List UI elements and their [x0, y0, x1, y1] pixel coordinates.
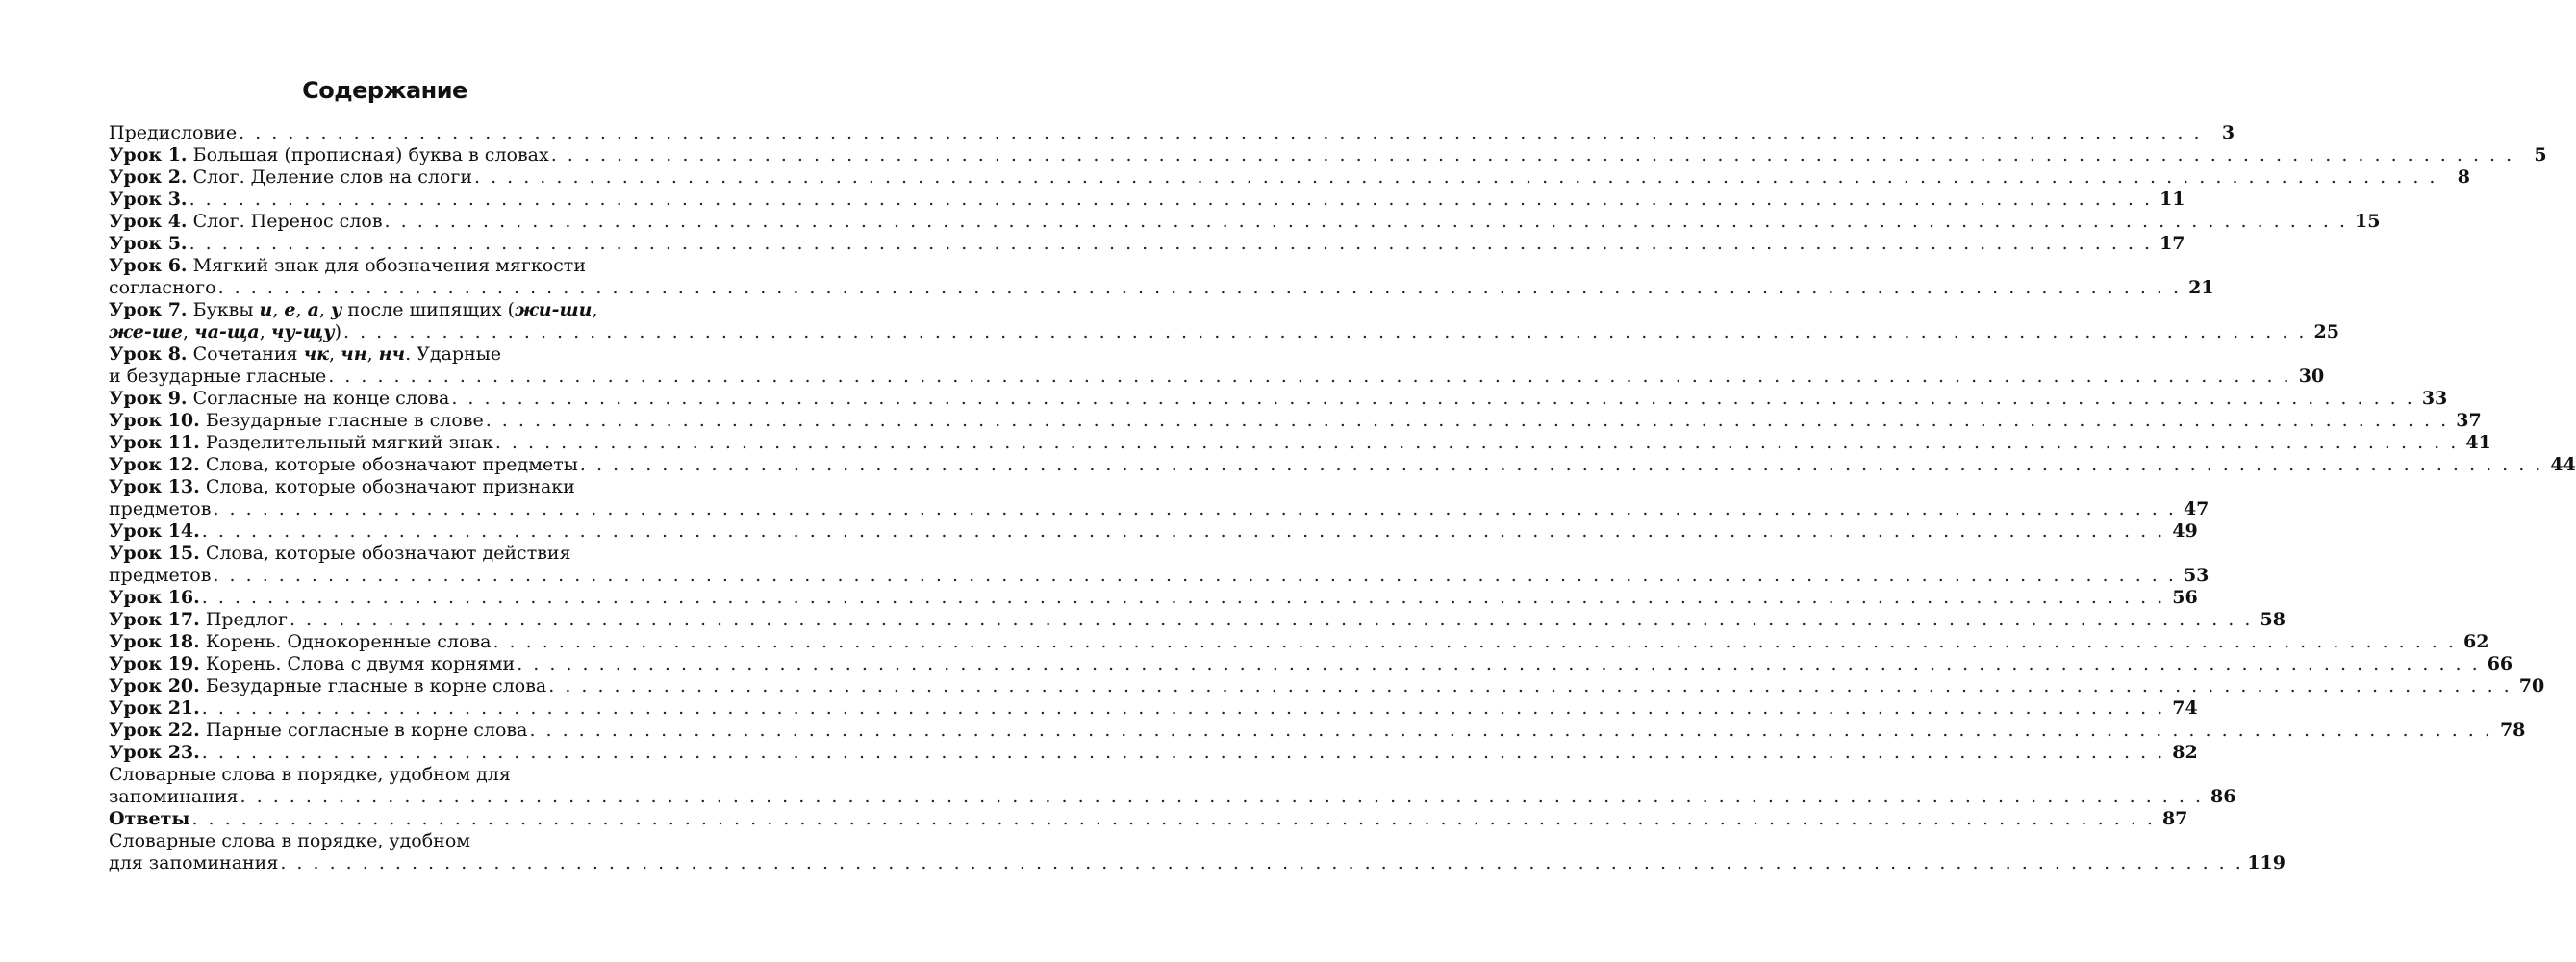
page-number: 37	[2456, 410, 2482, 431]
entry-title	[109, 410, 484, 432]
lesson-number: Урок 8.	[109, 343, 188, 365]
lesson-number: Урок 22.	[109, 720, 200, 741]
entry-last-line	[109, 742, 2198, 764]
lesson-number: Урок 3.	[109, 189, 188, 210]
dot-leader: . . . . . . . . . . . . . . . . . . . . . . . . . . . . . . . . . . . . . . . . . . . . . . . . . . . . . . . . . . . . . . . . . . . . . . . . . . . . . . . . . . . . . . . . . . . . . . . . . . . . . . . . . . . . . . . . . . . . . . . .	[485, 410, 2449, 431]
lesson-number: Урок 10.	[109, 410, 200, 431]
entry-last-line	[109, 122, 2235, 144]
entry-last-line	[109, 321, 2339, 343]
lesson-number: Урок 15.	[109, 543, 200, 564]
lesson-number: Урок 5.	[109, 233, 188, 254]
page-number: 25	[2313, 321, 2339, 342]
page-number: 17	[2159, 233, 2185, 254]
toc-entry[interactable]	[109, 520, 2198, 543]
entry-title	[109, 697, 200, 720]
entry-line	[109, 764, 682, 786]
entry-title	[109, 520, 200, 543]
entry-last-line	[109, 520, 2198, 543]
dot-leader: . . . . . . . . . . . . . . . . . . . . . . . . . . . . . . . . . . . . . . . . . . . . . . . . . . . . . . . . . . . . . . . . . . . . . . . . . . . . . . . . . . . . . . . . . . . . . . . . . . . . . . . . . . . . . . . . . . . . . . . .	[280, 852, 2244, 873]
lesson-number: Ответы	[109, 808, 190, 829]
lesson-number: Урок 7.	[109, 299, 188, 320]
lesson-number: Урок 19.	[109, 653, 200, 674]
lesson-number: Урок 17.	[109, 609, 200, 630]
toc-entry[interactable]	[109, 697, 2198, 720]
entry-last-line	[109, 454, 2576, 476]
entry-title	[109, 742, 200, 764]
entry-text: Согласные на конце слова	[187, 388, 450, 409]
page-number: 41	[2465, 432, 2491, 453]
entry-text: предметов	[109, 565, 212, 586]
entry-line	[109, 543, 682, 565]
entry-last-line	[109, 565, 2210, 587]
entry-title	[109, 366, 326, 388]
dot-leader: . . . . . . . . . . . . . . . . . . . . . . . . . . . . . . . . . . . . . . . . . . . . . . . . . . . . . . . . . . . . . . . . . . . . . . . . . . . . . . . . . . . . . . . . . . . . . . . . . . . . . . . . . . . . . . . . . . . . . . . .	[384, 211, 2348, 232]
lesson-number: Урок 23.	[109, 742, 200, 763]
entry-text: ,	[259, 321, 271, 342]
page-number: 47	[2183, 498, 2210, 519]
dot-leader: . . . . . . . . . . . . . . . . . . . . . . . . . . . . . . . . . . . . . . . . . . . . . . . . . . . . . . . . . . . . . . . . . . . . . . . . . . . . . . . . . . . . . . . . . . . . . . . . . . . . . . . . . . . . . . . . . . . . . . . .	[343, 321, 2307, 342]
dot-leader: . . . . . . . . . . . . . . . . . . . . . . . . . . . . . . . . . . . . . . . . . . . . . . . . . . . . . . . . . . . . . . . . . . . . . . . . . . . . . . . . . . . . . . . . . . . . . . . . . . . . . . . . . . . . . . . . . . . . . . . .	[189, 189, 2153, 210]
letter-combination: а	[307, 299, 319, 320]
toc-entry[interactable]	[109, 211, 2381, 233]
toc-entry[interactable]	[109, 233, 2185, 255]
entry-text: Разделительный мягкий знак	[199, 432, 493, 453]
entry-title	[109, 653, 515, 675]
dot-leader: . . . . . . . . . . . . . . . . . . . . . . . . . . . . . . . . . . . . . . . . . . . . . . . . . . . . . . . . . . . . . . . . . . . . . . . . . . . . . . . . . . . . . . . . . . . . . . . . . . . . . . . . . . . . . . . . . . . . . . . .	[201, 742, 2165, 763]
dot-leader: . . . . . . . . . . . . . . . . . . . . . . . . . . . . . . . . . . . . . . . . . . . . . . . . . . . . . . . . . . . . . . . . . . . . . . . . . . . . . . . . . . . . . . . . . . . . . . . . . . . . . . . . . . . . . . . . . . . . . . . .	[239, 122, 2203, 143]
dot-leader: . . . . . . . . . . . . . . . . . . . . . . . . . . . . . . . . . . . . . . . . . . . . . . . . . . . . . . . . . . . . . . . . . . . . . . . . . . . . . . . . . . . . . . . . . . . . . . . . . . . . . . . . . . . . . . . . . . . . . . . .	[201, 697, 2165, 719]
letter-combination: у	[331, 299, 342, 320]
entry-text: Корень. Слова с двумя корнями	[199, 653, 516, 674]
entry-text: )	[334, 321, 341, 342]
letter-combination: е	[284, 299, 296, 320]
page-number: 44	[2550, 454, 2576, 475]
entry-line	[109, 255, 682, 277]
entry-title	[109, 166, 472, 189]
page-number: 82	[2172, 742, 2198, 763]
table-of-contents	[109, 122, 2576, 874]
toc-entry[interactable]	[109, 587, 2198, 609]
lesson-number: Урок 2.	[109, 166, 188, 188]
entry-text: ,	[366, 343, 379, 365]
page-title: Содержание	[302, 77, 467, 104]
toc-entry[interactable]	[109, 808, 2188, 830]
entry-last-line	[109, 697, 2198, 720]
entry-last-line	[109, 808, 2188, 830]
dot-leader: . . . . . . . . . . . . . . . . . . . . . . . . . . . . . . . . . . . . . . . . . . . . . . . . . . . . . . . . . . . . . . . . . . . . . . . . . . . . . . . . . . . . . . . . . . . . . . . . . . . . . . . . . . . . . . . . . . . . . . . .	[548, 675, 2513, 696]
entry-text: ,	[592, 299, 598, 320]
page-number: 3	[2221, 122, 2235, 143]
entry-text: ,	[318, 299, 331, 320]
entry-text: Большая (прописная) буква в словах	[187, 144, 549, 165]
entry-last-line	[109, 609, 2286, 631]
entry-title	[109, 122, 237, 144]
entry-text: . Ударные	[405, 343, 502, 365]
letter-combination: чу-щу	[270, 321, 335, 342]
entry-last-line	[109, 720, 2526, 742]
toc-entry[interactable]	[109, 609, 2286, 631]
entry-text: Слова, которые обозначают предметы	[199, 454, 578, 475]
entry-title	[109, 609, 288, 631]
toc-entry[interactable]	[109, 122, 2235, 144]
entry-last-line	[109, 233, 2185, 255]
entry-text: Мягкий знак для обозначения мягкости	[187, 255, 586, 276]
entry-last-line	[109, 852, 2286, 874]
dot-leader: . . . . . . . . . . . . . . . . . . . . . . . . . . . . . . . . . . . . . . . . . . . . . . . . . . . . . . . . . . . . . . . . . . . . . . . . . . . . . . . . . . . . . . . . . . . . . . . . . . . . . . . . . . . . . . . . . . . . . . . .	[213, 498, 2177, 519]
entry-title	[109, 786, 239, 808]
page-number: 56	[2172, 587, 2198, 608]
dot-leader: . . . . . . . . . . . . . . . . . . . . . . . . . . . . . . . . . . . . . . . . . . . . . . . . . . . . . . . . . . . . . . . . . . . . . . . . . . . . . . . . . . . . . . . . . . . . . . . . . . . . . . . . . . . . . . . . . . . . . . . .	[451, 388, 2415, 409]
lesson-number: Урок 14.	[109, 520, 200, 542]
toc-entry[interactable]	[109, 299, 2339, 343]
page-number: 74	[2172, 697, 2198, 719]
dot-leader: . . . . . . . . . . . . . . . . . . . . . . . . . . . . . . . . . . . . . . . . . . . . . . . . . . . . . . . . . . . . . . . . . . . . . . . . . . . . . . . . . . . . . . . . . . . . . . . . . . . . . . . . . . . . . . . . . . . . . . . .	[213, 565, 2177, 586]
entry-last-line	[109, 277, 2214, 299]
entry-title	[109, 233, 188, 255]
page-number: 21	[2188, 277, 2214, 298]
entry-text: Словарные слова в порядке, удобном для	[109, 764, 511, 785]
entry-last-line	[109, 587, 2198, 609]
entry-line	[109, 299, 682, 321]
page-number: 49	[2172, 520, 2198, 542]
entry-title	[109, 432, 493, 454]
page-number: 8	[2457, 166, 2470, 188]
entry-text: Буквы	[187, 299, 260, 320]
page-number: 11	[2159, 189, 2185, 210]
lesson-number: Урок 1.	[109, 144, 188, 165]
entry-text: после шипящих (	[341, 299, 515, 320]
lesson-number: Урок 6.	[109, 255, 188, 276]
entry-text: Предисловие	[109, 122, 238, 143]
entry-title	[109, 631, 491, 653]
page-number: 70	[2518, 675, 2545, 696]
toc-entry[interactable]	[109, 255, 2214, 299]
dot-leader: . . . . . . . . . . . . . . . . . . . . . . . . . . . . . . . . . . . . . . . . . . . . . . . . . . . . . . . . . . . . . . . . . . . . . . . . . . . . . . . . . . . . . . . . . . . . . . . . . . . . . . . . . . . . . . . . . . . . . . . .	[240, 786, 2204, 807]
page-number: 86	[2210, 786, 2236, 807]
entry-text: Слог. Деление слов на слоги	[187, 166, 472, 188]
entry-title	[109, 808, 189, 830]
entry-text: согласного	[109, 277, 216, 298]
toc-entry[interactable]	[109, 454, 2576, 476]
dot-leader: . . . . . . . . . . . . . . . . . . . . . . . . . . . . . . . . . . . . . . . . . . . . . . . . . . . . . . . . . . . . . . . . . . . . . . . . . . . . . . . . . . . . . . . . . . . . . . . . . . . . . . . . . . . . . . . . . . . . . . . .	[189, 233, 2153, 254]
dot-leader: . . . . . . . . . . . . . . . . . . . . . . . . . . . . . . . . . . . . . . . . . . . . . . . . . . . . . . . . . . . . . . . . . . . . . . . . . . . . . . . . . . . . . . . . . . . . . . . . . . . . . . . . . . . . . . . . . . . . . . . .	[328, 366, 2292, 387]
entry-last-line	[109, 432, 2491, 454]
entry-text: ,	[272, 299, 285, 320]
entry-text: Безударные гласные в слове	[199, 410, 484, 431]
entry-text: и безударные гласные	[109, 366, 327, 387]
entry-last-line	[109, 653, 2513, 675]
entry-title	[109, 388, 449, 410]
page-number: 62	[2462, 631, 2489, 652]
entry-title	[109, 498, 211, 520]
lesson-number: Урок 21.	[109, 697, 200, 719]
lesson-number: Урок 20.	[109, 675, 200, 696]
entry-last-line	[109, 786, 2236, 808]
dot-leader: . . . . . . . . . . . . . . . . . . . . . . . . . . . . . . . . . . . . . . . . . . . . . . . . . . . . . . . . . . . . . . . . . . . . . . . . . . . . . . . . . . . . . . . . . . . . . . . . . . . . . . . . . . . . . . . . . . . . . . . .	[579, 454, 2543, 475]
toc-entry[interactable]	[109, 432, 2491, 454]
letter-combination: же-ше	[109, 321, 183, 342]
letter-combination: чк	[303, 343, 330, 365]
toc-entry[interactable]	[109, 476, 2210, 520]
lesson-number: Урок 4.	[109, 211, 188, 232]
toc-entry[interactable]	[109, 144, 2547, 166]
dot-leader: . . . . . . . . . . . . . . . . . . . . . . . . . . . . . . . . . . . . . . . . . . . . . . . . . . . . . . . . . . . . . . . . . . . . . . . . . . . . . . . . . . . . . . . . . . . . . . . . . . . . . . . . . . . . . . . . . . . . . . . .	[191, 808, 2156, 829]
dot-leader: . . . . . . . . . . . . . . . . . . . . . . . . . . . . . . . . . . . . . . . . . . . . . . . . . . . . . . . . . . . . . . . . . . . . . . . . . . . . . . . . . . . . . . . . . . . . . . . . . . . . . . . . . . . . . . . . . . . . . . . .	[550, 144, 2514, 165]
lesson-number: Урок 16.	[109, 587, 200, 608]
entry-last-line	[109, 166, 2470, 189]
entry-text: Слова, которые обозначают действия	[199, 543, 571, 564]
page-number: 66	[2487, 653, 2513, 674]
toc-entry[interactable]	[109, 764, 2236, 808]
page-number: 53	[2183, 565, 2210, 586]
toc-entry[interactable]	[109, 410, 2482, 432]
letter-combination: чн	[341, 343, 367, 365]
dot-leader: . . . . . . . . . . . . . . . . . . . . . . . . . . . . . . . . . . . . . . . . . . . . . . . . . . . . . . . . . . . . . . . . . . . . . . . . . . . . . . . . . . . . . . . . . . . . . . . . . . . . . . . . . . . . . . . . . . . . . . . .	[492, 631, 2457, 652]
entry-text: Парные согласные в корне слова	[199, 720, 528, 741]
toc-entry[interactable]	[109, 388, 2448, 410]
entry-last-line	[109, 410, 2482, 432]
dot-leader: . . . . . . . . . . . . . . . . . . . . . . . . . . . . . . . . . . . . . . . . . . . . . . . . . . . . . . . . . . . . . . . . . . . . . . . . . . . . . . . . . . . . . . . . . . . . . . . . . . . . . . . . . . . . . . . . . . . . . . . .	[517, 653, 2481, 674]
entry-title	[109, 211, 383, 233]
page-number: 30	[2298, 366, 2325, 387]
lesson-number: Урок 18.	[109, 631, 200, 652]
entry-title	[109, 720, 527, 742]
entry-line	[109, 476, 682, 498]
dot-leader: . . . . . . . . . . . . . . . . . . . . . . . . . . . . . . . . . . . . . . . . . . . . . . . . . . . . . . . . . . . . . . . . . . . . . . . . . . . . . . . . . . . . . . . . . . . . . . . . . . . . . . . . . . . . . . . . . . . . . . . .	[201, 587, 2165, 608]
lesson-number: Урок 12.	[109, 454, 200, 475]
page-number: 87	[2161, 808, 2188, 829]
toc-entry[interactable]	[109, 675, 2545, 697]
dot-leader: . . . . . . . . . . . . . . . . . . . . . . . . . . . . . . . . . . . . . . . . . . . . . . . . . . . . . . . . . . . . . . . . . . . . . . . . . . . . . . . . . . . . . . . . . . . . . . . . . . . . . . . . . . . . . . . . . . . . . . . .	[473, 166, 2437, 188]
entry-last-line	[109, 366, 2325, 388]
page-number: 33	[2421, 388, 2448, 409]
dot-leader: . . . . . . . . . . . . . . . . . . . . . . . . . . . . . . . . . . . . . . . . . . . . . . . . . . . . . . . . . . . . . . . . . . . . . . . . . . . . . . . . . . . . . . . . . . . . . . . . . . . . . . . . . . . . . . . . . . . . . . . .	[494, 432, 2459, 453]
entry-title	[109, 144, 549, 166]
entry-last-line	[109, 144, 2547, 166]
toc-entry[interactable]	[109, 653, 2513, 675]
entry-text: запоминания	[109, 786, 239, 807]
toc-entry[interactable]	[109, 543, 2210, 587]
toc-entry[interactable]	[109, 189, 2185, 211]
toc-entry[interactable]	[109, 830, 2286, 874]
dot-leader: . . . . . . . . . . . . . . . . . . . . . . . . . . . . . . . . . . . . . . . . . . . . . . . . . . . . . . . . . . . . . . . . . . . . . . . . . . . . . . . . . . . . . . . . . . . . . . . . . . . . . . . . . . . . . . . . . . . . . . . .	[289, 609, 2253, 630]
entry-text: ,	[295, 299, 308, 320]
entry-title	[109, 189, 188, 211]
dot-leader: . . . . . . . . . . . . . . . . . . . . . . . . . . . . . . . . . . . . . . . . . . . . . . . . . . . . . . . . . . . . . . . . . . . . . . . . . . . . . . . . . . . . . . . . . . . . . . . . . . . . . . . . . . . . . . . . . . . . . . . .	[201, 520, 2165, 542]
entry-text: Слова, которые обозначают признаки	[199, 476, 575, 497]
entry-line	[109, 830, 682, 852]
entry-title	[109, 277, 216, 299]
letter-combination: и	[259, 299, 273, 320]
toc-entry[interactable]	[109, 631, 2489, 653]
entry-text: Корень. Однокоренные слова	[199, 631, 492, 652]
dot-leader: . . . . . . . . . . . . . . . . . . . . . . . . . . . . . . . . . . . . . . . . . . . . . . . . . . . . . . . . . . . . . . . . . . . . . . . . . . . . . . . . . . . . . . . . . . . . . . . . . . . . . . . . . . . . . . . . . . . . . . . .	[217, 277, 2182, 298]
entry-title	[109, 675, 546, 697]
lesson-number: Урок 11.	[109, 432, 200, 453]
letter-combination: жи-ши	[514, 299, 593, 320]
entry-title	[109, 587, 200, 609]
lesson-number: Урок 9.	[109, 388, 188, 409]
entry-text: ,	[329, 343, 341, 365]
entry-text: Слог. Перенос слов	[187, 211, 383, 232]
toc-entry[interactable]	[109, 720, 2526, 742]
entry-text: Безударные гласные в корне слова	[199, 675, 547, 696]
entry-last-line	[109, 189, 2185, 211]
entry-text: для запоминания	[109, 852, 279, 873]
page-number: 78	[2499, 720, 2526, 741]
letter-combination: нч	[378, 343, 406, 365]
page-number: 15	[2355, 211, 2381, 232]
toc-entry[interactable]	[109, 742, 2198, 764]
entry-last-line	[109, 631, 2489, 653]
entry-last-line	[109, 388, 2448, 410]
entry-title	[109, 565, 211, 587]
page-number: 119	[2247, 852, 2286, 873]
entry-last-line	[109, 675, 2545, 697]
entry-text: ,	[182, 321, 195, 342]
entry-line	[109, 343, 682, 366]
page-number: 58	[2260, 609, 2286, 630]
entry-text: предметов	[109, 498, 212, 519]
entry-text: Сочетания	[187, 343, 304, 365]
page-number: 5	[2534, 144, 2547, 165]
toc-entry[interactable]	[109, 343, 2325, 388]
dot-leader: . . . . . . . . . . . . . . . . . . . . . . . . . . . . . . . . . . . . . . . . . . . . . . . . . . . . . . . . . . . . . . . . . . . . . . . . . . . . . . . . . . . . . . . . . . . . . . . . . . . . . . . . . . . . . . . . . . . . . . . .	[529, 720, 2493, 741]
entry-title	[109, 852, 278, 874]
entry-text: Словарные слова в порядке, удобном	[109, 830, 471, 851]
lesson-number: Урок 13.	[109, 476, 200, 497]
entry-last-line	[109, 211, 2381, 233]
entry-text: Предлог	[199, 609, 288, 630]
letter-combination: ча-ща	[194, 321, 260, 342]
toc-entry[interactable]	[109, 166, 2470, 189]
entry-title	[109, 321, 341, 343]
entry-title	[109, 454, 578, 476]
entry-last-line	[109, 498, 2210, 520]
